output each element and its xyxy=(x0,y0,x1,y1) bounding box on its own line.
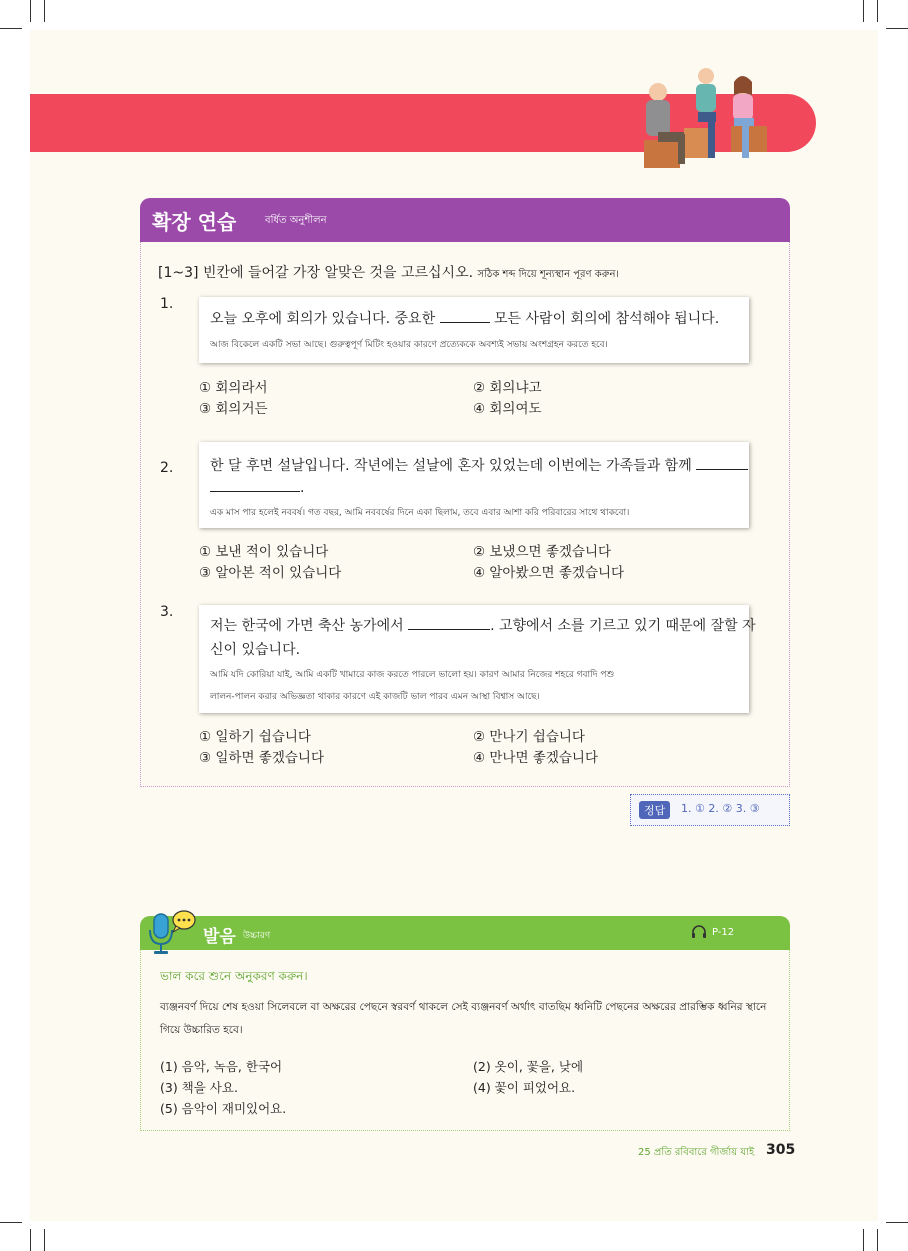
crop-mark xyxy=(30,1229,31,1251)
question-korean-text: 한 달 후면 설날입니다. 작년에는 설날에 혼자 있었는데 이번에는 가족들과 함께 xyxy=(210,455,748,475)
question-number: 3. xyxy=(160,604,174,620)
crop-mark xyxy=(886,28,908,29)
crop-mark xyxy=(877,1229,878,1251)
crop-mark xyxy=(30,0,31,22)
instruction xyxy=(158,262,619,284)
answer-blank xyxy=(408,617,490,630)
page-number: 305 xyxy=(766,1142,796,1158)
option-4[interactable]: ④ 알아봤으면 좋겠습니다 xyxy=(473,565,625,581)
audio-track-number[interactable]: P-12 xyxy=(712,927,735,938)
pronunciation-item: (4) 꽃이 피었어요. xyxy=(473,1080,576,1095)
crop-mark xyxy=(44,1229,45,1251)
section-subtitle: বর্ধিত অনুশীলন xyxy=(265,215,327,226)
pronunciation-item: (1) 음악, 녹음, 한국어 xyxy=(160,1059,283,1074)
pronunciation-explanation: ব্যঞ্জনবর্ণ দিয়ে শেষ হওয়া সিলেবলে বা অক্ষরের পেছনে স্বরবর্ণ থাকলে সেই ব্যঞ্জনবর্ণ অর্থাৎ বাতছিম ধ্বনিটি পেছনের অক্ষরের প্রারম্ভিক ধ্বনির স্থানে গিয়ে উচ্চারিত হবে। xyxy=(160,1001,767,1036)
question-korean-text-cont: . xyxy=(210,479,304,496)
pronunciation-item: (3) 책을 사요. xyxy=(160,1080,238,1095)
people-illustration xyxy=(636,62,776,172)
pronunciation-section-header xyxy=(140,916,790,950)
crop-mark xyxy=(877,0,878,22)
pronunciation-instruction: ভাল করে শুনে অনুকরণ করুন। xyxy=(160,969,308,983)
pronunciation-item: (5) 음악이 재미있어요. xyxy=(160,1101,287,1116)
option-3[interactable]: ③ 알아본 적이 있습니다 xyxy=(199,565,342,581)
crop-mark xyxy=(886,1222,908,1223)
option-1[interactable]: ① 일하기 쉽습니다 xyxy=(199,729,311,745)
question-translation-cont: লালন-পালন করার অভিজ্ঞতা থাকার কারণে এই কাজটি ভাল পারব এমন আস্থা বিশ্বাস আছে। xyxy=(210,692,540,702)
section-subtitle: উচ্চারণ xyxy=(243,931,271,941)
question-korean-text: 저는 한국에 가면 축산 농가에서 . 고향에서 소를 기르고 있기 때문에 잘할 자 xyxy=(210,618,756,634)
answer-blank xyxy=(440,310,490,323)
section-title: 확장 연습 xyxy=(152,210,237,234)
question-number: 1. xyxy=(160,296,174,312)
question-translation: এক মাস পার হলেই নববর্ষ। গত বছর, আমি নববর্ষের দিনে একা ছিলাম, তবে এবার আশা করি পরিবারের সাথে থাকবো। xyxy=(210,508,630,518)
question-translation: আজ বিকেলে একটি সভা আছে। গুরুত্বপূর্ণ মিটিং হওয়ার কারণে প্রত্যেককে অবশ্যই সভায় অংশগ্রহন করতে হবে। xyxy=(210,340,608,350)
option-1[interactable]: ① 보낸 적이 있습니다 xyxy=(199,544,329,560)
crop-mark xyxy=(0,28,22,29)
option-3[interactable]: ③ 일하면 좋겠습니다 xyxy=(199,750,325,766)
answer-blank xyxy=(696,457,748,470)
instruction-korean: [1~3] 빈칸에 들어갈 가장 알맞은 것을 고르십시오. xyxy=(158,265,474,281)
crop-mark xyxy=(44,0,45,22)
answer-label: 정답 xyxy=(639,801,670,819)
section-title: 발음 xyxy=(203,927,236,947)
option-2[interactable]: ② 회의냐고 xyxy=(473,380,542,396)
option-3[interactable]: ③ 회의거든 xyxy=(199,401,268,417)
practice-section-header xyxy=(140,198,790,242)
question-korean-text: 오늘 오후에 회의가 있습니다. 중요한 모든 사람이 회의에 참석해야 됩니다. xyxy=(210,311,720,327)
pronunciation-item: (2) 옷이, 꽃을, 낮에 xyxy=(473,1059,584,1074)
option-2[interactable]: ② 보냈으면 좋겠습니다 xyxy=(473,544,612,560)
crop-mark xyxy=(863,1229,864,1251)
option-2[interactable]: ② 만나기 쉽습니다 xyxy=(473,729,585,745)
question-korean-text-cont: 신이 있습니다. xyxy=(210,642,301,658)
chapter-footer: 25 প্রতি রবিবারে গীর্জায় যাই xyxy=(638,1147,755,1158)
instruction-bengali: সঠিক শব্দ দিয়ে শূন্যস্থান পূরণ করুন। xyxy=(477,269,620,280)
option-1[interactable]: ① 회의라서 xyxy=(199,380,268,396)
option-4[interactable]: ④ 회의여도 xyxy=(473,401,542,417)
option-4[interactable]: ④ 만나면 좋겠습니다 xyxy=(473,750,599,766)
answer-blank xyxy=(210,479,300,492)
crop-mark xyxy=(0,1222,22,1223)
headphone-icon[interactable] xyxy=(691,924,707,940)
crop-mark xyxy=(863,0,864,22)
answer-key-box xyxy=(630,794,790,826)
question-translation: আমি যদি কোরিয়া যাই, আমি একটি খামারে কাজ করতে পারলে ভালো হয়। কারণ আমার নিজের শহরে গবাদি পশু xyxy=(210,670,615,680)
answer-values: 1. ① 2. ② 3. ③ xyxy=(681,802,760,815)
question-card xyxy=(199,297,749,363)
question-number: 2. xyxy=(160,460,174,476)
